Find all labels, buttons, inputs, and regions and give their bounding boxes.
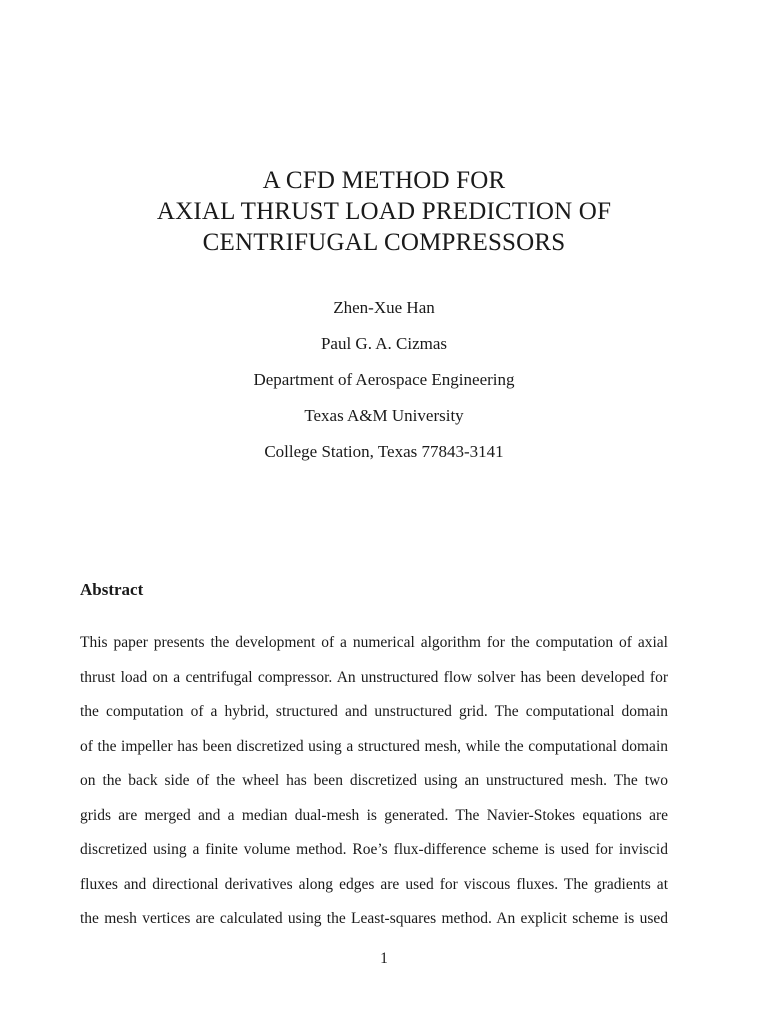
abstract-line: the mesh vertices are calculated using the Least-squares method. An explicit scheme is used <box>80 910 668 927</box>
abstract-line: of the impeller has been discretized using a structured mesh, while the computational domain <box>80 737 668 755</box>
author-block <box>0 290 768 470</box>
abstract-line: discretized using a finite volume method. Roe’s flux-difference scheme is used for inviscid <box>80 841 668 858</box>
author-name: Zhen-Xue Han <box>333 298 435 317</box>
abstract-line: thrust load on a centrifugal compressor. An unstructured flow solver has been developed for <box>80 668 668 686</box>
abstract-line: the computation of a hybrid, structured and unstructured grid. The computational domain <box>80 703 668 720</box>
title-line: A CFD METHOD FOR <box>262 167 506 194</box>
abstract-line: on the back side of the wheel has been discretized using an unstructured mesh. The two <box>80 772 668 789</box>
title-line: CENTRIFUGAL COMPRESSORS <box>202 229 566 256</box>
page-number: 1 <box>380 950 388 967</box>
affiliation-department: Department of Aerospace Engineering <box>253 370 515 389</box>
abstract-line: fluxes and directional derivatives along edges are used for viscous fluxes. The gradients at <box>80 875 668 893</box>
paper-title <box>0 165 768 258</box>
author-name: Paul G. A. Cizmas <box>320 334 448 353</box>
abstract-heading: Abstract <box>80 580 144 599</box>
title-line: AXIAL THRUST LOAD PREDICTION OF <box>156 198 612 225</box>
affiliation-university: Texas A&M University <box>304 406 464 425</box>
abstract-body <box>80 626 668 937</box>
abstract-line: This paper presents the development of a numerical algorithm for the computation of axial <box>80 634 668 651</box>
affiliation-address: College Station, Texas 77843-3141 <box>264 442 504 461</box>
abstract-line: grids are merged and a median dual-mesh is generated. The Navier-Stokes equations are <box>80 806 668 824</box>
